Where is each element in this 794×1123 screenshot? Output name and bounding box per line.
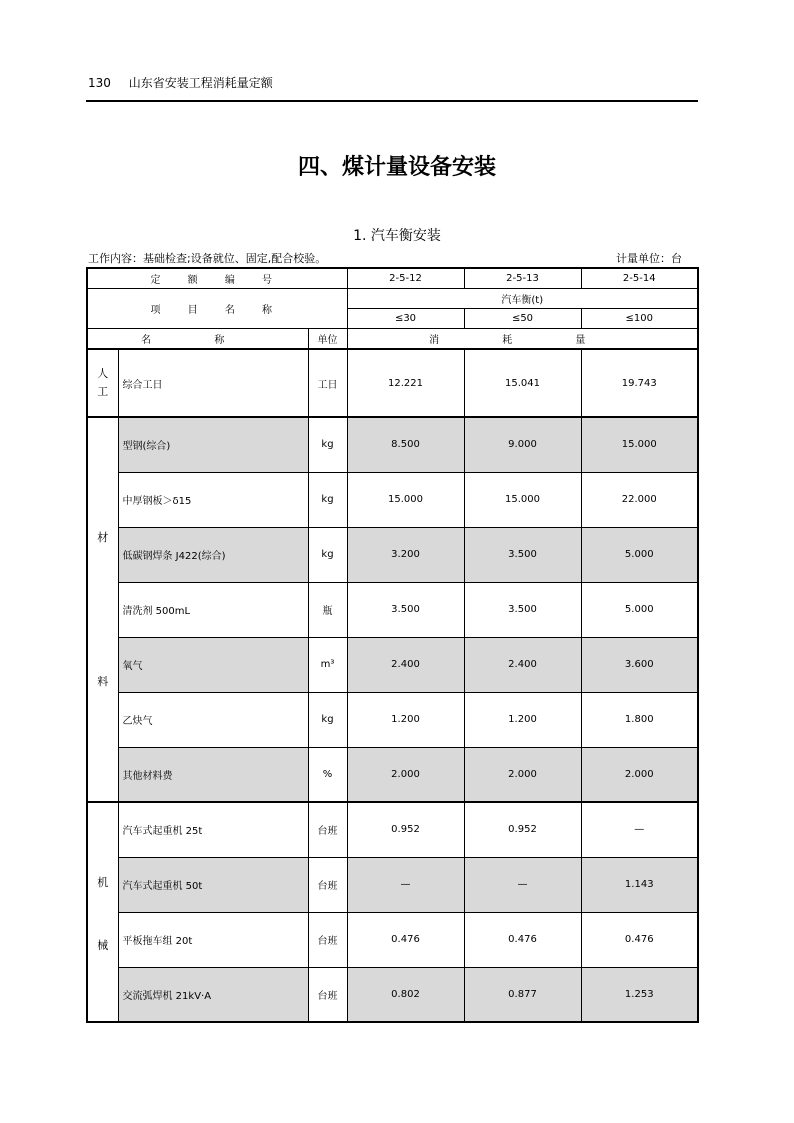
value-cell: 3.500 <box>464 582 581 637</box>
col-name-header: 名 称 <box>87 329 308 350</box>
category-materials <box>87 417 118 802</box>
category-label: 人工 <box>97 367 109 398</box>
item-name: 氧气 <box>118 637 308 692</box>
book-title: 山东省安装工程消耗量定额 <box>128 76 273 90</box>
item-unit: 瓶 <box>308 582 347 637</box>
item-unit: 台班 <box>308 802 347 857</box>
group-label: 汽车衡(t) <box>347 289 698 309</box>
item-unit: 工日 <box>308 349 347 417</box>
value-cell: 1.143 <box>581 857 698 912</box>
item-name: 中厚钢板＞δ15 <box>118 472 308 527</box>
value-cell: 0.802 <box>347 967 464 1022</box>
category-label: 料 <box>97 674 109 688</box>
work-content: 工作内容：基础检查;设备就位、固定,配合校验。 <box>88 252 327 265</box>
value-cell: 8.500 <box>347 417 464 472</box>
value-cell: 0.476 <box>347 912 464 967</box>
value-cell: 5.000 <box>581 582 698 637</box>
value-cell: 0.476 <box>581 912 698 967</box>
value-cell: 22.000 <box>581 472 698 527</box>
sub-title: 1. 汽车衡安装 <box>353 228 441 244</box>
value-cell: 2.000 <box>347 747 464 802</box>
header-rule <box>86 100 698 102</box>
value-cell: 15.000 <box>464 472 581 527</box>
value-cell: 5.000 <box>581 527 698 582</box>
value-cell: — <box>581 802 698 857</box>
value-cell: 0.952 <box>464 802 581 857</box>
value-cell: 0.877 <box>464 967 581 1022</box>
item-name: 其他材料费 <box>118 747 308 802</box>
quota-code-label: 定 额 编 号 <box>87 268 347 289</box>
item-name: 交流弧焊机 21kV·A <box>118 967 308 1022</box>
item-name: 低碳钢焊条 J422(综合) <box>118 527 308 582</box>
value-cell: 3.500 <box>464 527 581 582</box>
value-cell: 2.400 <box>464 637 581 692</box>
category-label: 材 <box>97 530 109 544</box>
item-name-label: 项 目 名 称 <box>87 289 347 329</box>
value-cell: 2.000 <box>464 747 581 802</box>
page-header <box>88 74 273 91</box>
value-cell: 0.476 <box>464 912 581 967</box>
item-name: 汽车式起重机 25t <box>118 802 308 857</box>
col-consumption-header: 消 耗 量 <box>347 329 698 350</box>
value-cell: — <box>347 857 464 912</box>
code-cell: 2-5-12 <box>347 268 464 289</box>
category-labor <box>87 349 118 417</box>
value-cell: 3.500 <box>347 582 464 637</box>
item-unit: kg <box>308 417 347 472</box>
item-name: 综合工日 <box>118 349 308 417</box>
value-cell: 15.000 <box>347 472 464 527</box>
item-unit: m³ <box>308 637 347 692</box>
item-name: 平板拖车组 20t <box>118 912 308 967</box>
category-label: 械 <box>97 938 109 952</box>
spec-cell: ≤100 <box>581 309 698 329</box>
item-unit: 台班 <box>308 857 347 912</box>
item-unit: 台班 <box>308 912 347 967</box>
page-number: 130 <box>88 76 111 90</box>
spec-cell: ≤30 <box>347 309 464 329</box>
value-cell: 12.221 <box>347 349 464 417</box>
value-cell: 9.000 <box>464 417 581 472</box>
value-cell: 19.743 <box>581 349 698 417</box>
item-unit: kg <box>308 527 347 582</box>
item-unit: kg <box>308 472 347 527</box>
value-cell: 0.952 <box>347 802 464 857</box>
section-title: 四、煤计量设备安装 <box>297 155 496 180</box>
value-cell: 15.041 <box>464 349 581 417</box>
value-cell: 3.200 <box>347 527 464 582</box>
value-cell: — <box>464 857 581 912</box>
unit-note: 计量单位：台 <box>616 252 682 265</box>
quota-table <box>86 267 699 1023</box>
value-cell: 2.000 <box>581 747 698 802</box>
category-machinery <box>87 802 118 1022</box>
value-cell: 1.253 <box>581 967 698 1022</box>
item-name: 清洗剂 500mL <box>118 582 308 637</box>
code-cell: 2-5-14 <box>581 268 698 289</box>
item-unit: 台班 <box>308 967 347 1022</box>
item-unit: kg <box>308 692 347 747</box>
value-cell: 15.000 <box>581 417 698 472</box>
value-cell: 3.600 <box>581 637 698 692</box>
item-unit: % <box>308 747 347 802</box>
item-name: 乙炔气 <box>118 692 308 747</box>
code-cell: 2-5-13 <box>464 268 581 289</box>
category-label: 机 <box>97 875 109 889</box>
item-name: 汽车式起重机 50t <box>118 857 308 912</box>
item-name: 型钢(综合) <box>118 417 308 472</box>
spec-cell: ≤50 <box>464 309 581 329</box>
value-cell: 2.400 <box>347 637 464 692</box>
value-cell: 1.800 <box>581 692 698 747</box>
value-cell: 1.200 <box>464 692 581 747</box>
value-cell: 1.200 <box>347 692 464 747</box>
col-unit-header: 单位 <box>308 329 347 350</box>
